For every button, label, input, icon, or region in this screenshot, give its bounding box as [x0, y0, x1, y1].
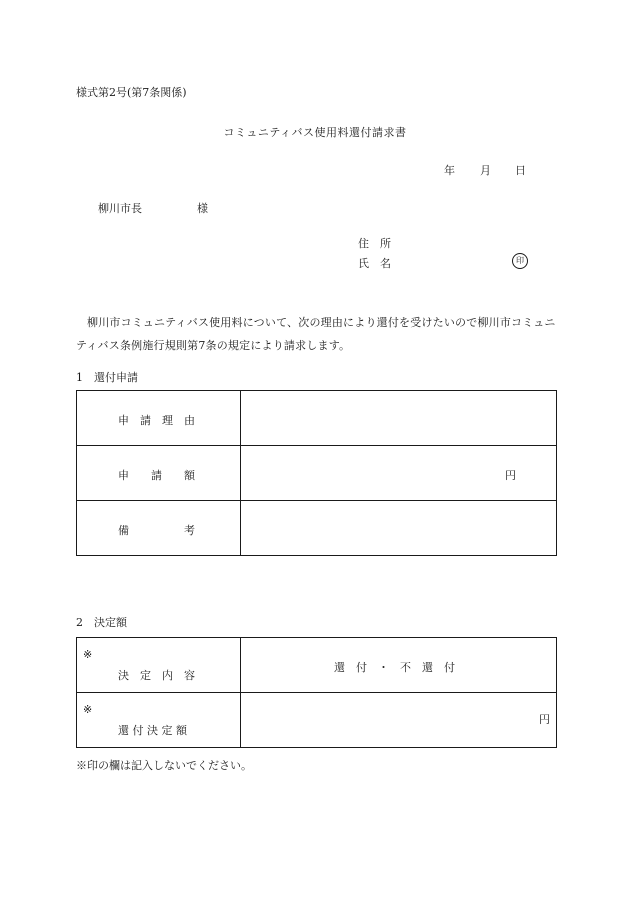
decided-amount-label-cell	[77, 693, 241, 748]
footnote: ※印の欄は記入しないでください。	[76, 759, 252, 772]
refund-application-table	[76, 390, 557, 556]
office-use-mark: ※	[83, 703, 93, 716]
table-row	[77, 391, 557, 446]
seal-mark: 印	[512, 253, 528, 269]
section-2-heading: 2 決定額	[76, 616, 127, 629]
decided-amount-label: 還 付 決 定 額	[118, 724, 187, 737]
decision-options: 還 付 ・ 不 還 付	[334, 661, 455, 674]
amount-input-cell[interactable]	[241, 446, 557, 501]
decision-content-cell	[241, 638, 557, 693]
decided-amount-yen-unit: 円	[539, 713, 550, 726]
decision-label-cell	[77, 638, 241, 693]
reason-input-cell[interactable]	[241, 391, 557, 446]
date-day-label: 日	[515, 164, 526, 177]
office-use-mark: ※	[83, 648, 93, 661]
form-number: 様式第2号(第7条関係)	[76, 86, 187, 99]
decided-amount-cell	[241, 693, 557, 748]
remarks-label: 備 考	[118, 524, 195, 537]
date-year-label: 年	[444, 164, 455, 177]
reason-label: 申 請 理 由	[118, 414, 195, 427]
amount-yen-unit: 円	[505, 469, 516, 482]
table-row	[77, 501, 557, 556]
date-month-label: 月	[480, 164, 491, 177]
amount-label-cell	[77, 446, 241, 501]
addressee-honorific: 様	[197, 202, 208, 215]
table-row	[77, 446, 557, 501]
request-statement: 柳川市コミュニティバス使用料について、次の理由により還付を受けたいので柳川市コミュニティバス条例施行規則第7条の規定により請求します。	[76, 316, 556, 352]
decision-content-label: 決 定 内 容	[118, 669, 195, 682]
form-title: コミュニティバス使用料還付請求書	[223, 126, 407, 139]
remarks-label-cell	[77, 501, 241, 556]
reason-label-cell	[77, 391, 241, 446]
name-label: 氏 名	[358, 257, 391, 270]
address-label: 住 所	[358, 237, 391, 250]
decision-table	[76, 637, 557, 748]
amount-label: 申 請 額	[118, 469, 195, 482]
table-row	[77, 693, 557, 748]
remarks-input-cell[interactable]	[241, 501, 557, 556]
addressee-name: 柳川市長	[98, 202, 142, 215]
section-1-heading: 1 還付申請	[76, 371, 138, 384]
table-row	[77, 638, 557, 693]
